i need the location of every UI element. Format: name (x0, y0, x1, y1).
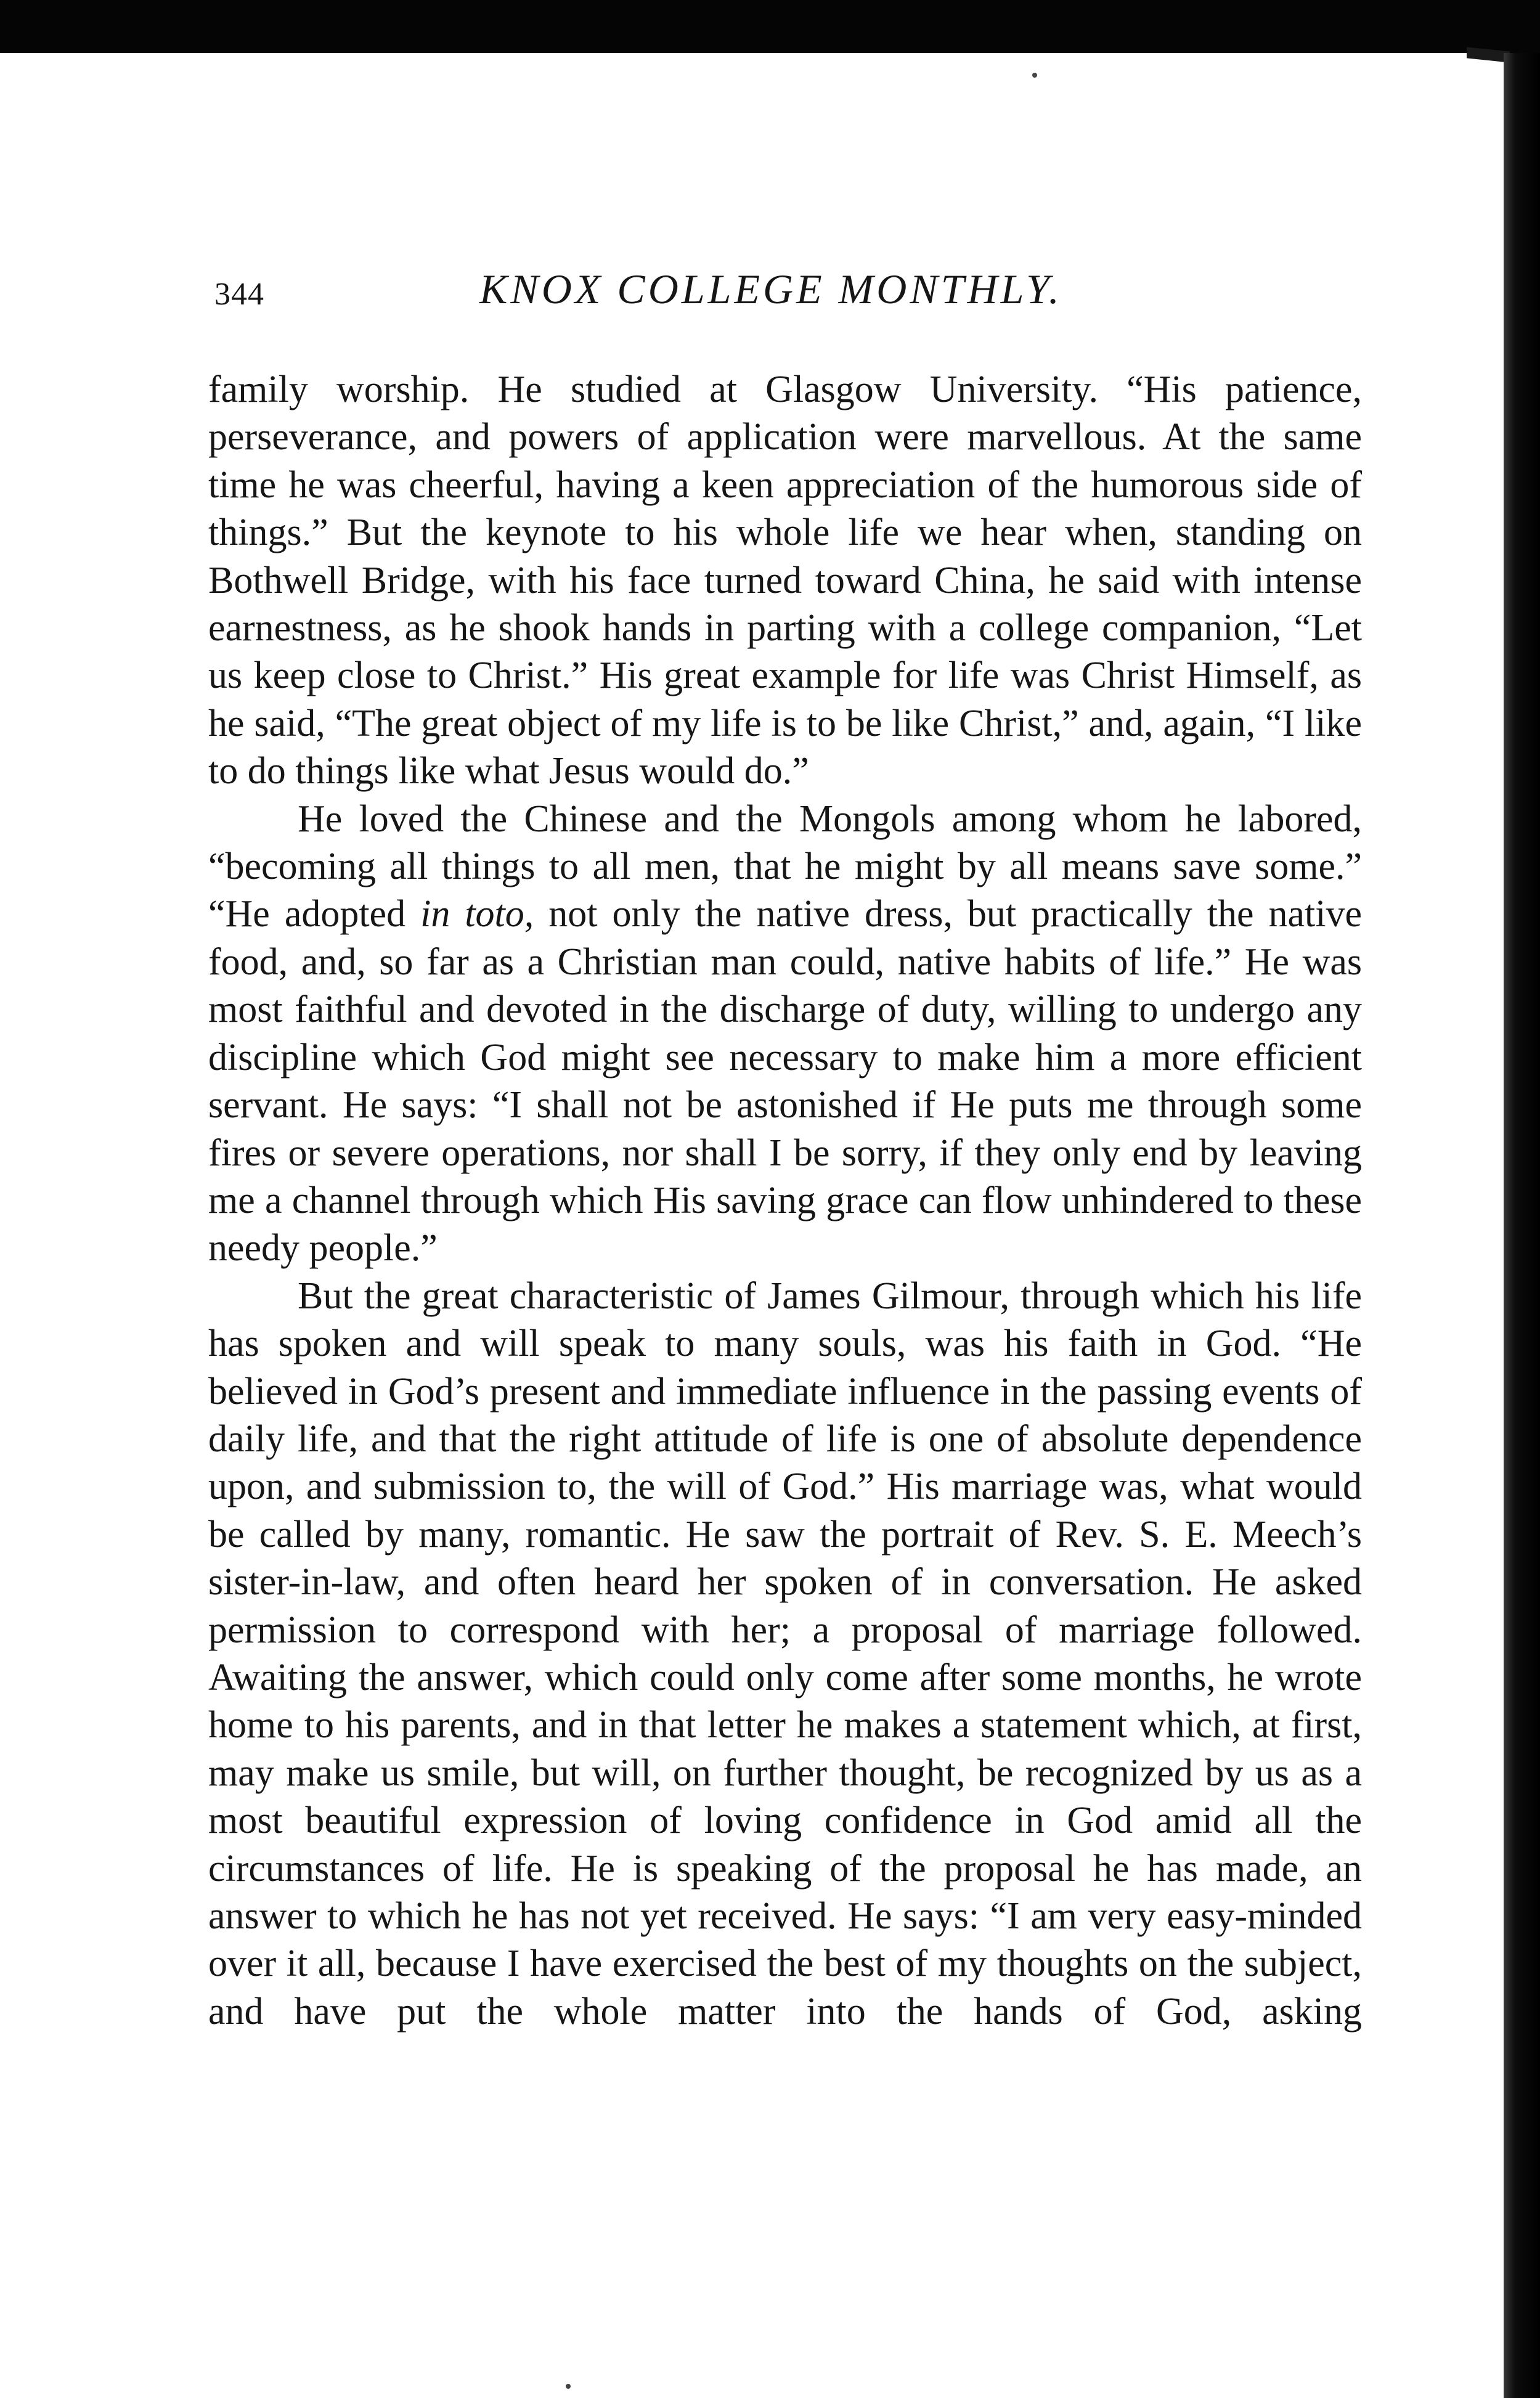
paragraph-2-italic: in toto, (420, 893, 534, 936)
paragraph-2 (208, 796, 1362, 1273)
paragraph-2-text-b: not only the native dress, but practically the native food, and, so far as a Christian man could, native habits of life.” He was most faithful and devoted in the discharge of duty, willing to undergo any discipline which God might see necessary to make him a more efficient servant. He says: “I shall not be astonished if He puts me through some fires or severe operations, nor shall I be sorry, if they only end by leaving me a channel through which His saving grace can flow unhindered to these needy people.” (208, 893, 1363, 1270)
paragraph-1: family worship. He studied at Glasgow University. “His patience, perseverance, and powers of application were marvellous. At the same time he was cheerful, having a keen appreciation of the humorous side of things.” But the keynote to his whole life we hear when, standing on Bothwell Bridge, with his face turned toward China, he said with intense earnestness, as he shook hands in parting with a college companion, “Let us keep close to Christ.” His great example for life was Christ Himself, as he said, “The great object of my life is to be like Christ,” and, again, “I like to do things like what Jesus would do.” (208, 369, 1362, 793)
paragraph-3: But the great characteristic of James Gilmour, through which his life has spoken and will speak to many souls, was his faith in God. “He believed in God’s present and immediate influence in the passing events of daily life, and that the right attitude of life is one of absolute dependence upon, and submission to, the will of God.” His marriage was, what would be called by many, romantic. He saw the portrait of Rev. S. E. Meech’s sister-in-law, and often heard her spoken of in conversation. He asked permission to correspond with her; a proposal of marriage followed. Awaiting the answer, which could only come after some months, he wrote home to his parents, and in that letter he makes a statement which, at first, may make us smile, but will, on further thought, be recognized by us as a most beautiful expression of loving confidence in God amid all the circumstances of life. He is speaking of the proposal he has made, an answer to which he has not yet received. He says: “I am very easy-minded over it all, because I have exercised the best of my thoughts on the subject, and have put the whole matter into the hands of God, asking (208, 1274, 1362, 2033)
page-header (208, 265, 1362, 320)
scan-speck (1032, 73, 1037, 78)
scan-right-border (1504, 53, 1540, 2398)
page-number: 344 (214, 277, 264, 312)
book-page (208, 265, 1362, 2036)
running-title: KNOX COLLEGE MONTHLY. (479, 266, 1062, 312)
body-text (208, 366, 1362, 2036)
scan-top-border (0, 0, 1540, 53)
paragraph-2-text-a: He loved the Chinese and the Mongols among whom he labored, “becoming all things to all men, that he might by all means save some.” “He adopted (208, 797, 1362, 936)
scan-speck (566, 2384, 571, 2389)
